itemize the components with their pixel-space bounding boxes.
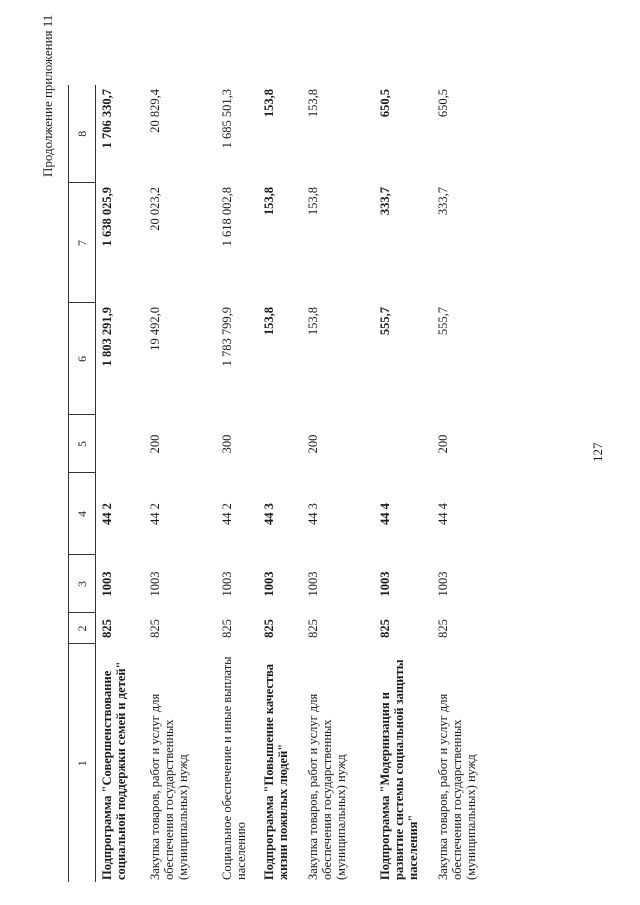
cell-ministry: 825 (262, 619, 276, 638)
cell-sum-2: 1 638 025,9 (100, 187, 114, 247)
cell-target: 44 2 (220, 503, 234, 525)
cell-sum-2: 20 023,2 (148, 187, 162, 231)
cell-target: 44 2 (148, 503, 162, 525)
cell-section: 1003 (148, 571, 162, 597)
table-row (216, 85, 258, 882)
cell-sum-2: 153,8 (306, 187, 320, 216)
cell-section: 1003 (262, 571, 276, 597)
budget-table (68, 85, 506, 882)
cell-expense-type: 300 (220, 434, 234, 454)
cell-section: 1003 (436, 571, 450, 597)
table-row (258, 85, 302, 882)
col-header: 3 (69, 555, 96, 613)
col-header: 5 (69, 415, 96, 473)
cell-sum-1: 1 783 799,9 (220, 307, 234, 367)
cell-expense-type: 200 (436, 434, 450, 454)
cell-section: 1003 (378, 571, 392, 597)
cell-ministry: 825 (378, 619, 392, 638)
cell-sum-1: 153,8 (306, 307, 320, 336)
cell-sum-3: 1 706 330,7 (100, 89, 114, 149)
cell-sum-3: 153,8 (262, 89, 276, 118)
continuation-label: Продолжение приложения 11 (40, 14, 55, 177)
cell-sum-3: 650,5 (436, 89, 450, 118)
cell-section: 1003 (220, 571, 234, 597)
cell-target: 44 4 (436, 503, 450, 525)
row-name: Закупка товаров, работ и услуг для обеспечения государственных (муниципальных) нужд (436, 693, 478, 880)
col-header: 2 (69, 613, 96, 644)
row-name: Подпрограмма "Совершенствование социальной поддержки семей и детей" (100, 661, 128, 880)
col-header: 8 (69, 85, 96, 183)
row-name: Закупка товаров, работ и услуг для обеспечения государственных (муниципальных) нужд (148, 693, 190, 880)
col-header: 4 (69, 473, 96, 555)
cell-ministry: 825 (100, 619, 114, 638)
cell-expense-type (96, 415, 145, 473)
cell-expense-type (258, 415, 302, 473)
header-row (69, 85, 96, 882)
cell-sum-3: 20 829,4 (148, 89, 162, 133)
table-row (144, 85, 216, 882)
col-header: 7 (69, 183, 96, 303)
cell-section: 1003 (306, 571, 320, 597)
cell-section: 1003 (100, 571, 114, 597)
row-name: Подпрограмма "Повышение качества жизни пожилых людей" (262, 663, 290, 880)
cell-target: 44 2 (100, 503, 114, 525)
table-row (302, 85, 374, 882)
cell-target: 44 4 (378, 503, 392, 525)
cell-sum-1: 555,7 (436, 307, 450, 336)
cell-target: 44 3 (306, 503, 320, 525)
cell-ministry: 825 (148, 619, 162, 638)
col-header: 6 (69, 303, 96, 415)
cell-ministry: 825 (220, 619, 234, 638)
table-row (96, 85, 145, 882)
cell-sum-2: 153,8 (262, 187, 276, 216)
row-name: Закупка товаров, работ и услуг для обеспечения государственных (муниципальных) нужд (306, 693, 348, 880)
table-row (432, 85, 506, 882)
cell-expense-type: 200 (148, 434, 162, 454)
cell-sum-1: 153,8 (262, 307, 276, 336)
cell-ministry: 825 (306, 619, 320, 638)
cell-sum-2: 333,7 (378, 187, 392, 216)
cell-ministry: 825 (436, 619, 450, 638)
cell-sum-3: 1 685 501,3 (220, 89, 234, 149)
cell-expense-type (374, 415, 432, 473)
cell-sum-3: 650,5 (378, 89, 392, 118)
cell-sum-2: 333,7 (436, 187, 450, 216)
cell-sum-2: 1 618 002,8 (220, 187, 234, 247)
col-header: 1 (69, 644, 96, 882)
row-name: Подпрограмма "Модернизация и развитие системы социальной защиты населения" (378, 659, 420, 880)
cell-sum-1: 19 492,0 (148, 307, 162, 351)
cell-sum-3: 153,8 (306, 89, 320, 118)
cell-sum-1: 555,7 (378, 307, 392, 336)
cell-sum-1: 1 803 291,9 (100, 307, 114, 367)
cell-target: 44 3 (262, 503, 276, 525)
table-row (374, 85, 432, 882)
row-name: Социальное обеспечение и иные выплаты населению (220, 656, 248, 880)
cell-expense-type: 200 (306, 434, 320, 454)
page-number: 127 (590, 442, 605, 462)
